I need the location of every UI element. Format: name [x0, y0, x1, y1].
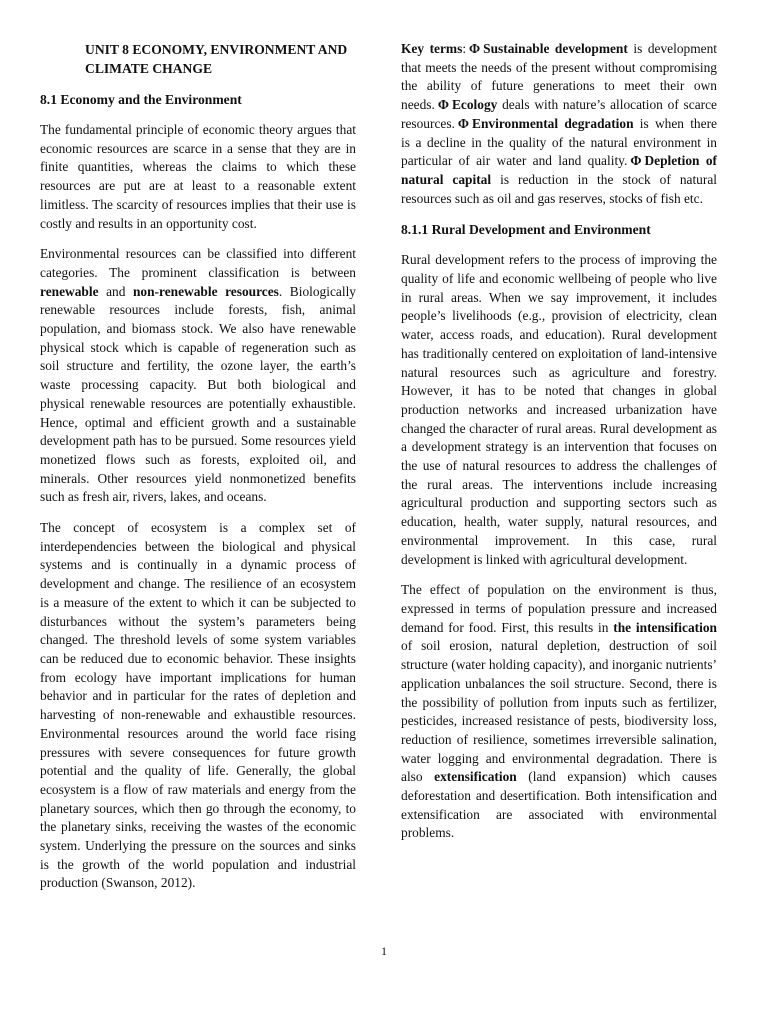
paragraph-scarcity: The fundamental principle of economic theory argues that economic resources are scarce in a sense that they are in finite quantities, whereas the claims to which these resources are put are at least to a reasonable extent limitless. The scarcity of resources implies that their use is costly and results in an opportunity cost.: [40, 122, 356, 231]
paragraph-ecosystem: The concept of ecosystem is a complex set of interdependencies between the biological and physical systems and is continually in a dynamic process of development and change. The resilience of an ecosystem is a measure of the extent to which it can be subjected to disturbances without the system’s parameters being changed. The threshold levels of some system variables can be reduced due to economic behavior. These insights from ecology have important implications for human behavior and in particular for the rates of depletion and harvesting of non-renewable and exhaustible resources. Environmental resources around the world face rising pressures with severe consequences for future growth potential and the quality of life. Generally, the global ecosystem is a flow of raw materials and energy from the planetary sources, which then go through the economy, to the planetary sinks, receiving the wastes of the economic system. Underlying the pressure on the sources and sinks is the growth of the world population and industrial production (Swanson, 2012).: [40, 520, 356, 891]
phi-bullet-icon: Φ: [630, 153, 642, 169]
key-terms-label: Key terms: [401, 41, 463, 56]
right-column: [401, 40, 717, 855]
paragraph-resource-classification: Environmental resources can be classified into different categories. The prominent classification is between renewable and non-renewable resources. Biologically renewable resources include forests, fish, animal population, and biomass stock. We also have renewable physical stock which is capable of regeneration such as soil structure and fertility, the ozone layer, the earth’s waste processing capacity. But both biological and physical renewable resources are potentially exhaustible. Hence, optimal and efficient growth and a sustainable development path has to be pursued. Some resources yield monetized flows such as forests, exploited oil, and minerals. Other resources yield nonmonetized benefits such as fresh air, rivers, lakes, and oceans.: [40, 246, 356, 505]
section-heading-8-1: 8.1 Economy and the Environment: [40, 92, 242, 107]
phi-bullet-icon: Φ: [469, 41, 481, 56]
phi-bullet-icon: Φ: [437, 97, 449, 113]
paragraph-population-effect: The effect of population on the environment is thus, expressed in terms of population pressure and increased demand for food. First, this results in the intensification of soil erosion, natural depletion, destruction of soil structure (water holding capacity), and inorganic nutrients’ application unbalances the soil structure. Second, there is the possibility of pollution from inputs such as fertilizer, pesticides, increased resistance of pests, biodiversity loss, reduction of resilience, sometimes irreversible salination, water logging and environmental degradation. There is also extensification (land expansion) which causes deforestation and desertification. Both intensification and extensification are associated with environmental problems.: [401, 582, 717, 841]
section-heading-8-1-1: 8.1.1 Rural Development and Environment: [401, 222, 651, 238]
left-column: [40, 40, 356, 905]
term-renewable: renewable: [40, 283, 99, 299]
unit-title: UNIT 8 ECONOMY, ENVIRONMENT AND CLIMATE CHANGE: [85, 42, 348, 76]
term-environmental-degradation: Environmental degradation: [472, 115, 634, 131]
term-non-renewable: non-renewable resources: [132, 283, 279, 299]
phi-bullet-icon: Φ: [457, 115, 470, 131]
paragraph-rural-development: Rural development refers to the process of improving the quality of life and economic wellbeing of people who live in rural areas. When we say improvement, it includes people’s livelihoods (e.g., provision of electricity, clean water, access roads, and education). Rural development has traditionally centered on exploitation of land-intensive natural resources such as agriculture and forestry. However, it has to be noted that changes in global production networks and increased urbanization have changed the character of rural areas. Rural development as a development strategy is an intervention that focuses on the use of natural resources to address the challenges of the rural areas. The interventions include increasing agricultural production and supporting sectors such as education, health, water supply, natural resources, and environmental improvement. In this case, rural development is linked with agricultural development.: [401, 252, 717, 567]
term-depletion-natural-capital: Depletion of natural capital: [401, 153, 717, 187]
key-terms-paragraph: Key terms: Φ Sustainable development is development that meets the needs of the present without compromising the ability of future generations to meet their own needs. Φ Ecology deals with nature’s allocation of scarce resources. Φ Environmental degradation is when there is a decline in the quality of the natural environment in particular of air water and land quality. Φ Depletion of natural capital is reduction in the stock of natural resources such as oil and gas reserves, stocks of fish etc.: [401, 41, 717, 206]
term-sustainable-development: Sustainable development: [483, 41, 628, 56]
term-ecology: Ecology: [451, 97, 498, 113]
term-intensification: the intensification: [613, 619, 717, 635]
page-number: 1: [381, 944, 387, 958]
term-extensification: extensification: [434, 769, 517, 785]
